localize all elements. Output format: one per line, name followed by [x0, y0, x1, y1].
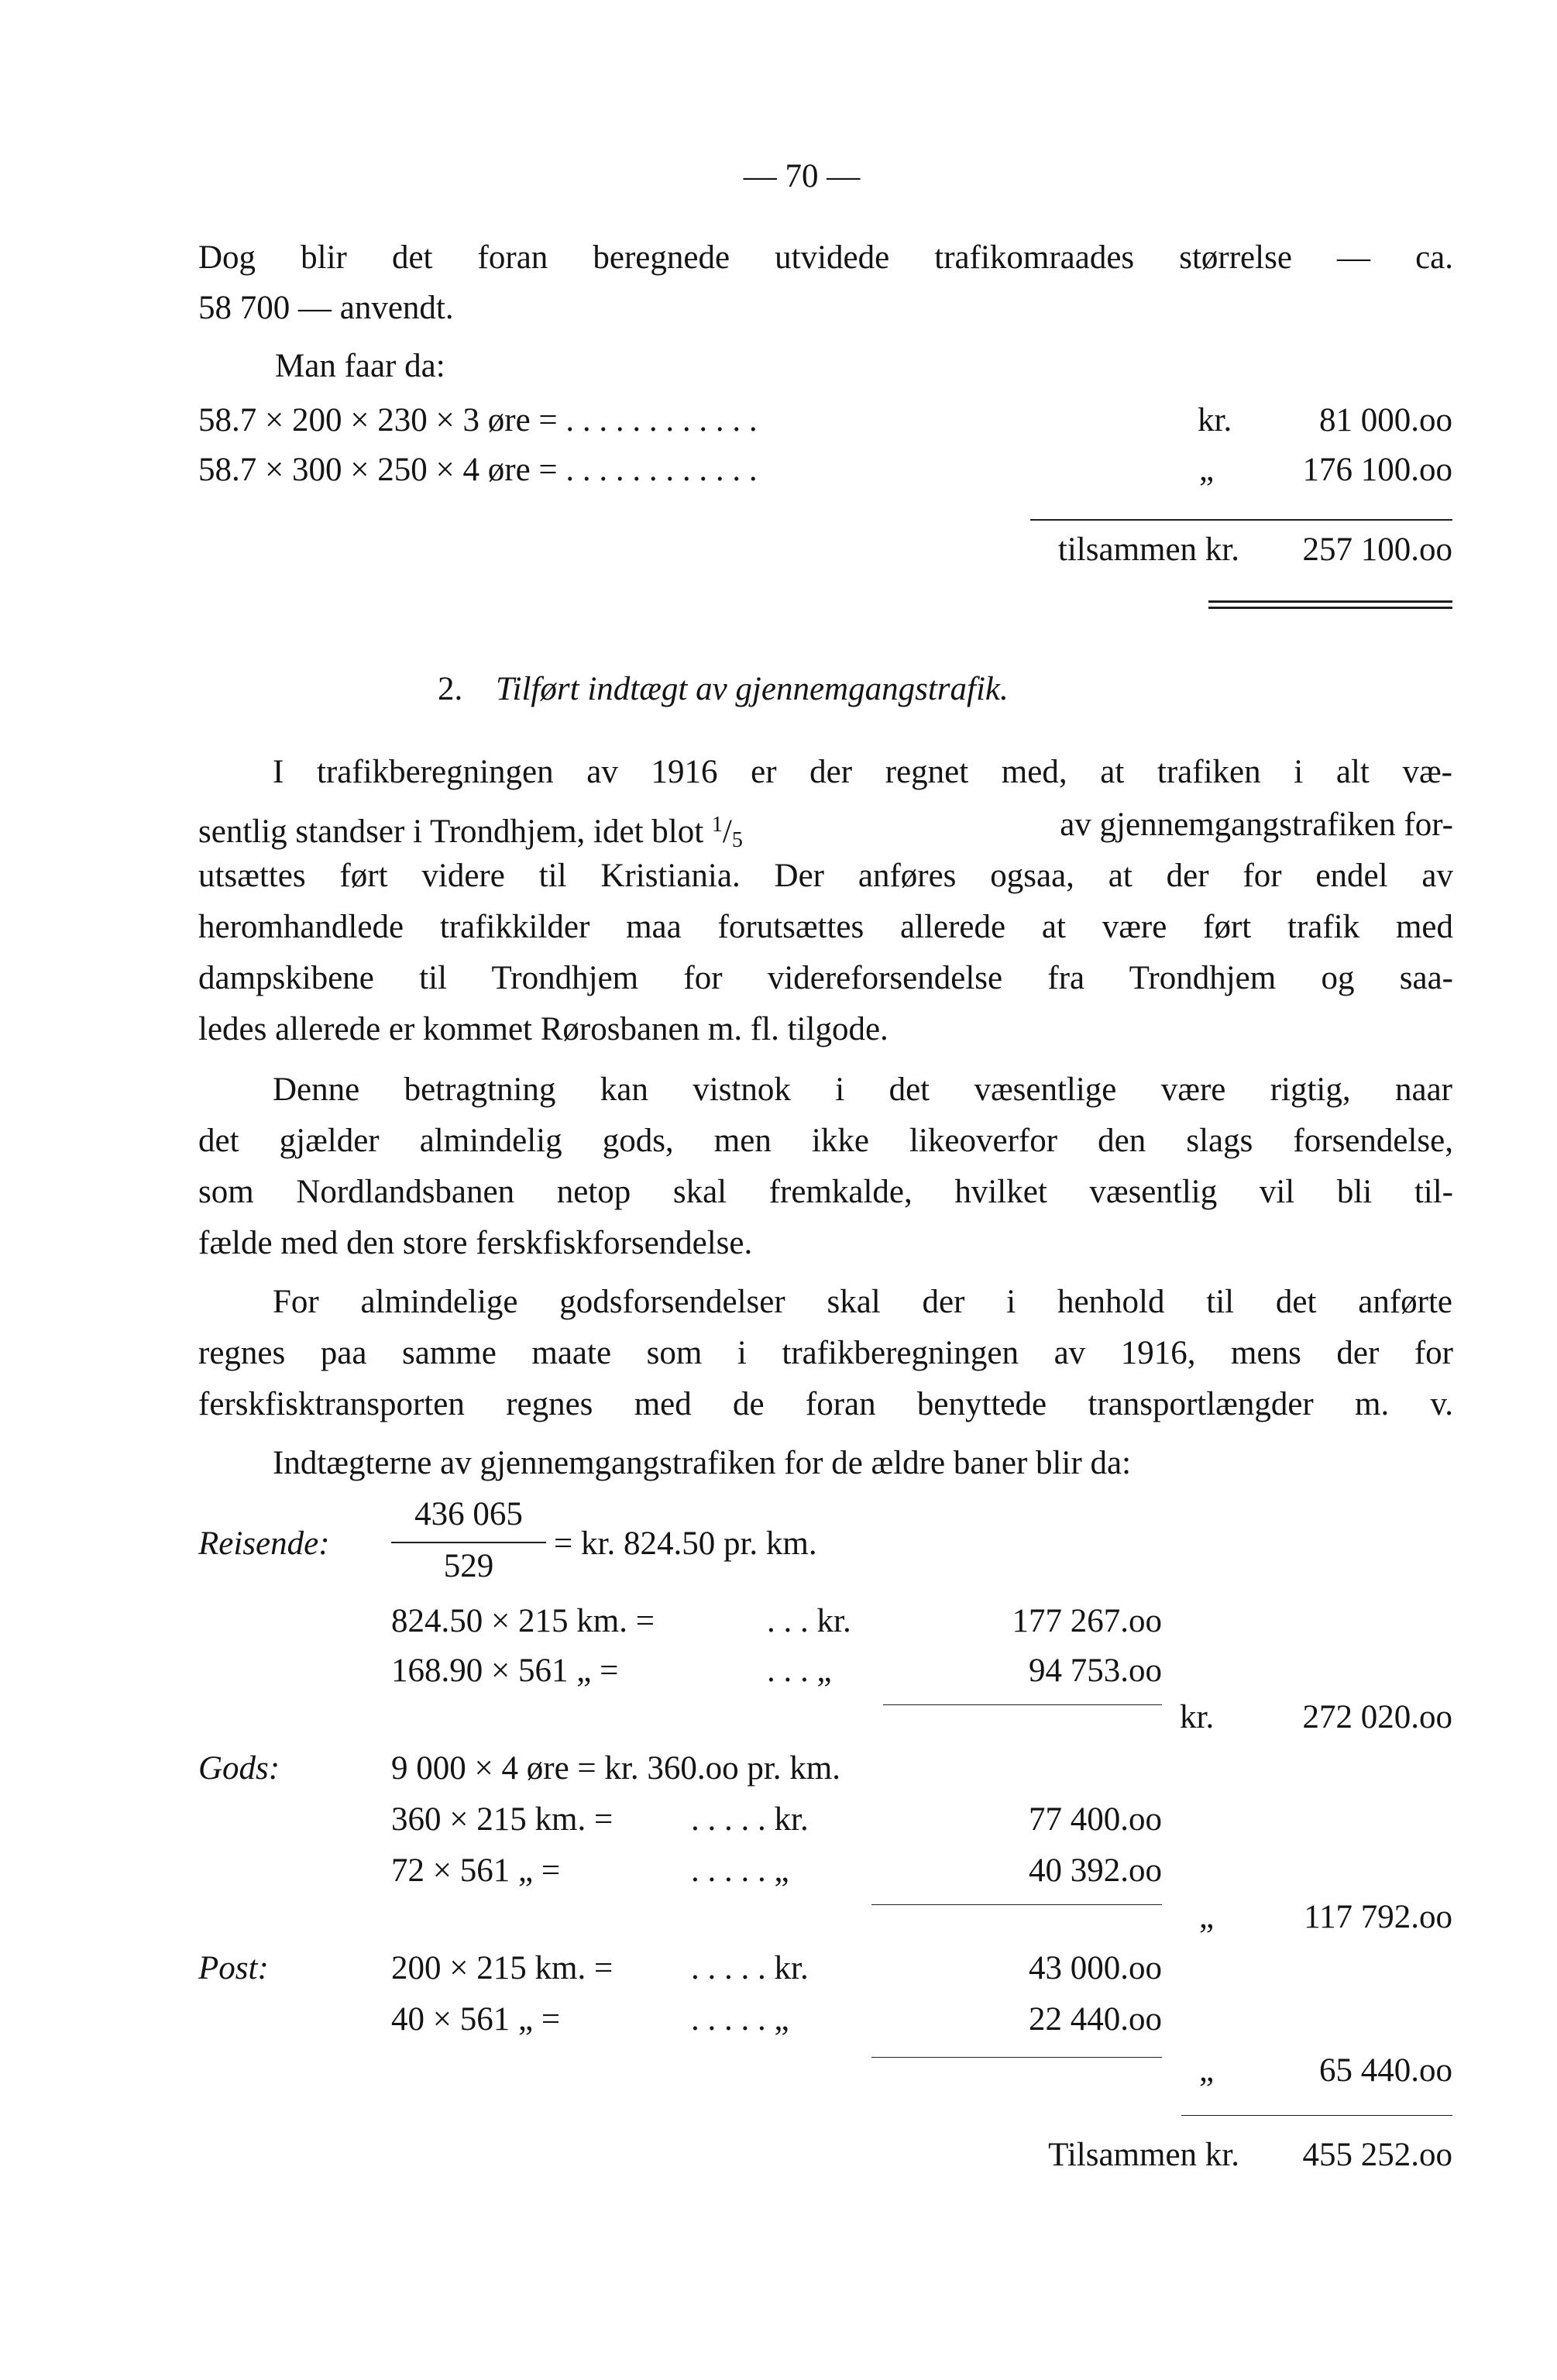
- intro-line-1: Dog blir det foran beregnede utvidede trafikomraades størrelse — ca.: [198, 239, 1453, 276]
- calc1-row-2-amount: 176 100.oo: [1302, 452, 1452, 488]
- post-row-2-expression: 40 × 561 „ =: [391, 2001, 561, 2038]
- gods-row-2-amount: 40 392.oo: [1029, 1852, 1162, 1889]
- page-number: — 70 —: [743, 158, 861, 194]
- paragraph-3-line-4: Indtægterne av gjennemgangstrafiken for de ældre baner blir da:: [273, 1445, 1132, 1481]
- calc1-row-2-expression: 58.7 × 300 × 250 × 4 øre = . . . . . . . . . . . .: [198, 452, 758, 488]
- paragraph-3-line-3: ferskfisktransporten regnes med de foran benyttede transportlængder m. v.: [198, 1386, 1453, 1422]
- grand-total-rule: [1181, 2115, 1452, 2116]
- gods-row-1-expression: 360 × 215 km. =: [391, 1801, 614, 1838]
- calc1-total-label: tilsammen kr.: [1057, 531, 1239, 568]
- gods-sum-rule: [871, 1904, 1162, 1905]
- grand-total-amount: 455 252.oo: [1302, 2137, 1452, 2173]
- paragraph-2-line-3: som Nordlandsbanen netop skal fremkalde, hvilket væsentlig vil bli til-: [198, 1174, 1453, 1210]
- post-label: Post:: [198, 1950, 269, 1986]
- post-sum-rule: [871, 2057, 1162, 2058]
- reisende-row-2-expression: 168.90 × 561 „ =: [391, 1653, 619, 1689]
- reisende-subtotal: 272 020.oo: [1302, 1699, 1452, 1735]
- intro-line-2: 58 700 — anvendt.: [198, 290, 454, 326]
- calc1-double-rule-bottom: [1208, 607, 1452, 609]
- gods-rate-line: 9 000 × 4 øre = kr. 360.oo pr. km.: [391, 1750, 840, 1787]
- post-row-1-dots: . . . . . kr.: [691, 1950, 809, 1986]
- gods-subtotal: 117 792.oo: [1304, 1899, 1452, 1935]
- paragraph-2-line-1: Denne betragtning kan vistnok i det væsentlige være rigtig, naar: [273, 1071, 1452, 1108]
- reisende-fraction-numerator: 436 065: [414, 1496, 523, 1532]
- reisende-subtotal-unit: kr.: [1180, 1699, 1215, 1735]
- post-row-2-amount: 22 440.oo: [1029, 2001, 1162, 2038]
- paragraph-1-line-5: dampskibene til Trondhjem for videreforsendelse fra Trondhjem og saa-: [198, 960, 1453, 996]
- paragraph-3-line-2: regnes paa samme maate som i trafikberegningen av 1916, mens der for: [198, 1335, 1453, 1371]
- fraction-one-fifth: $^1/_5$: [711, 813, 743, 852]
- calc1-row-1-unit: kr.: [1198, 402, 1232, 439]
- reisende-fraction-denominator: 529: [443, 1548, 494, 1584]
- paragraph-2-line-2: det gjælder almindelig gods, men ikke likeoverfor den slags forsendelse,: [198, 1123, 1453, 1159]
- paragraph-1-line-3: utsættes ført videre til Kristiania. Der anføres ogsaa, at der for endel av: [198, 858, 1453, 894]
- paragraph-1-line-1: I trafikberegningen av 1916 er der regnet med, at trafiken i alt væ-: [273, 754, 1452, 790]
- paragraph-1-line-2-start: sentlig standser i Trondhjem, idet blot: [198, 813, 704, 850]
- post-subtotal-unit: „: [1199, 2052, 1215, 2089]
- calc1-row-2-unit: „: [1199, 452, 1215, 488]
- calc1-total-amount: 257 100.oo: [1302, 531, 1452, 568]
- gods-row-2-expression: 72 × 561 „ =: [391, 1852, 561, 1889]
- reisende-row-1-amount: 177 267.oo: [1012, 1603, 1162, 1639]
- reisende-row-2-dots: . . . „: [767, 1653, 832, 1689]
- section-number: 2.: [438, 671, 463, 707]
- reisende-row-2-amount: 94 753.oo: [1029, 1653, 1162, 1689]
- section-title: Tilført indtægt av gjennemgangstrafik.: [496, 671, 1009, 707]
- gods-subtotal-unit: „: [1199, 1899, 1215, 1935]
- calc1-row-1-amount: 81 000.oo: [1319, 402, 1452, 439]
- gods-row-2-dots: . . . . . „: [691, 1852, 789, 1889]
- grand-total-label: Tilsammen kr.: [1048, 2137, 1239, 2173]
- gods-row-1-dots: . . . . . kr.: [691, 1801, 809, 1838]
- post-row-2-dots: . . . . . „: [691, 2001, 789, 2038]
- reisende-sum-rule: [883, 1704, 1162, 1705]
- post-row-1-expression: 200 × 215 km. =: [391, 1950, 614, 1986]
- paragraph-3-line-1: For almindelige godsforsendelser skal der i henhold til det anførte: [273, 1284, 1452, 1320]
- calc1-row-1-expression: 58.7 × 200 × 230 × 3 øre = . . . . . . . . . . . .: [198, 402, 758, 439]
- gods-row-1-amount: 77 400.oo: [1029, 1801, 1162, 1838]
- paragraph-2-line-4: fælde med den store ferskfiskforsendelse.: [198, 1225, 753, 1261]
- reisende-row-1-dots: . . . kr.: [767, 1603, 851, 1639]
- reisende-row-1-expression: 824.50 × 215 km. =: [391, 1603, 655, 1639]
- paragraph-1-line-2-end: av gjennemgangstrafiken for-: [1060, 807, 1453, 843]
- intro-line-3: Man faar da:: [275, 348, 445, 384]
- paragraph-1-line-4: heromhandlede trafikkilder maa forutsættes allerede at være ført trafik med: [198, 909, 1453, 945]
- paragraph-1-line-6: ledes allerede er kommet Rørosbanen m. fl. tilgode.: [198, 1011, 888, 1047]
- post-subtotal: 65 440.oo: [1319, 2052, 1452, 2089]
- calc1-sum-rule: [1030, 519, 1452, 521]
- gods-label: Gods:: [198, 1750, 280, 1787]
- calc1-double-rule-top: [1208, 600, 1452, 603]
- reisende-result: = kr. 824.50 pr. km.: [554, 1525, 817, 1562]
- post-row-1-amount: 43 000.oo: [1029, 1950, 1162, 1986]
- reisende-label: Reisende:: [198, 1525, 330, 1562]
